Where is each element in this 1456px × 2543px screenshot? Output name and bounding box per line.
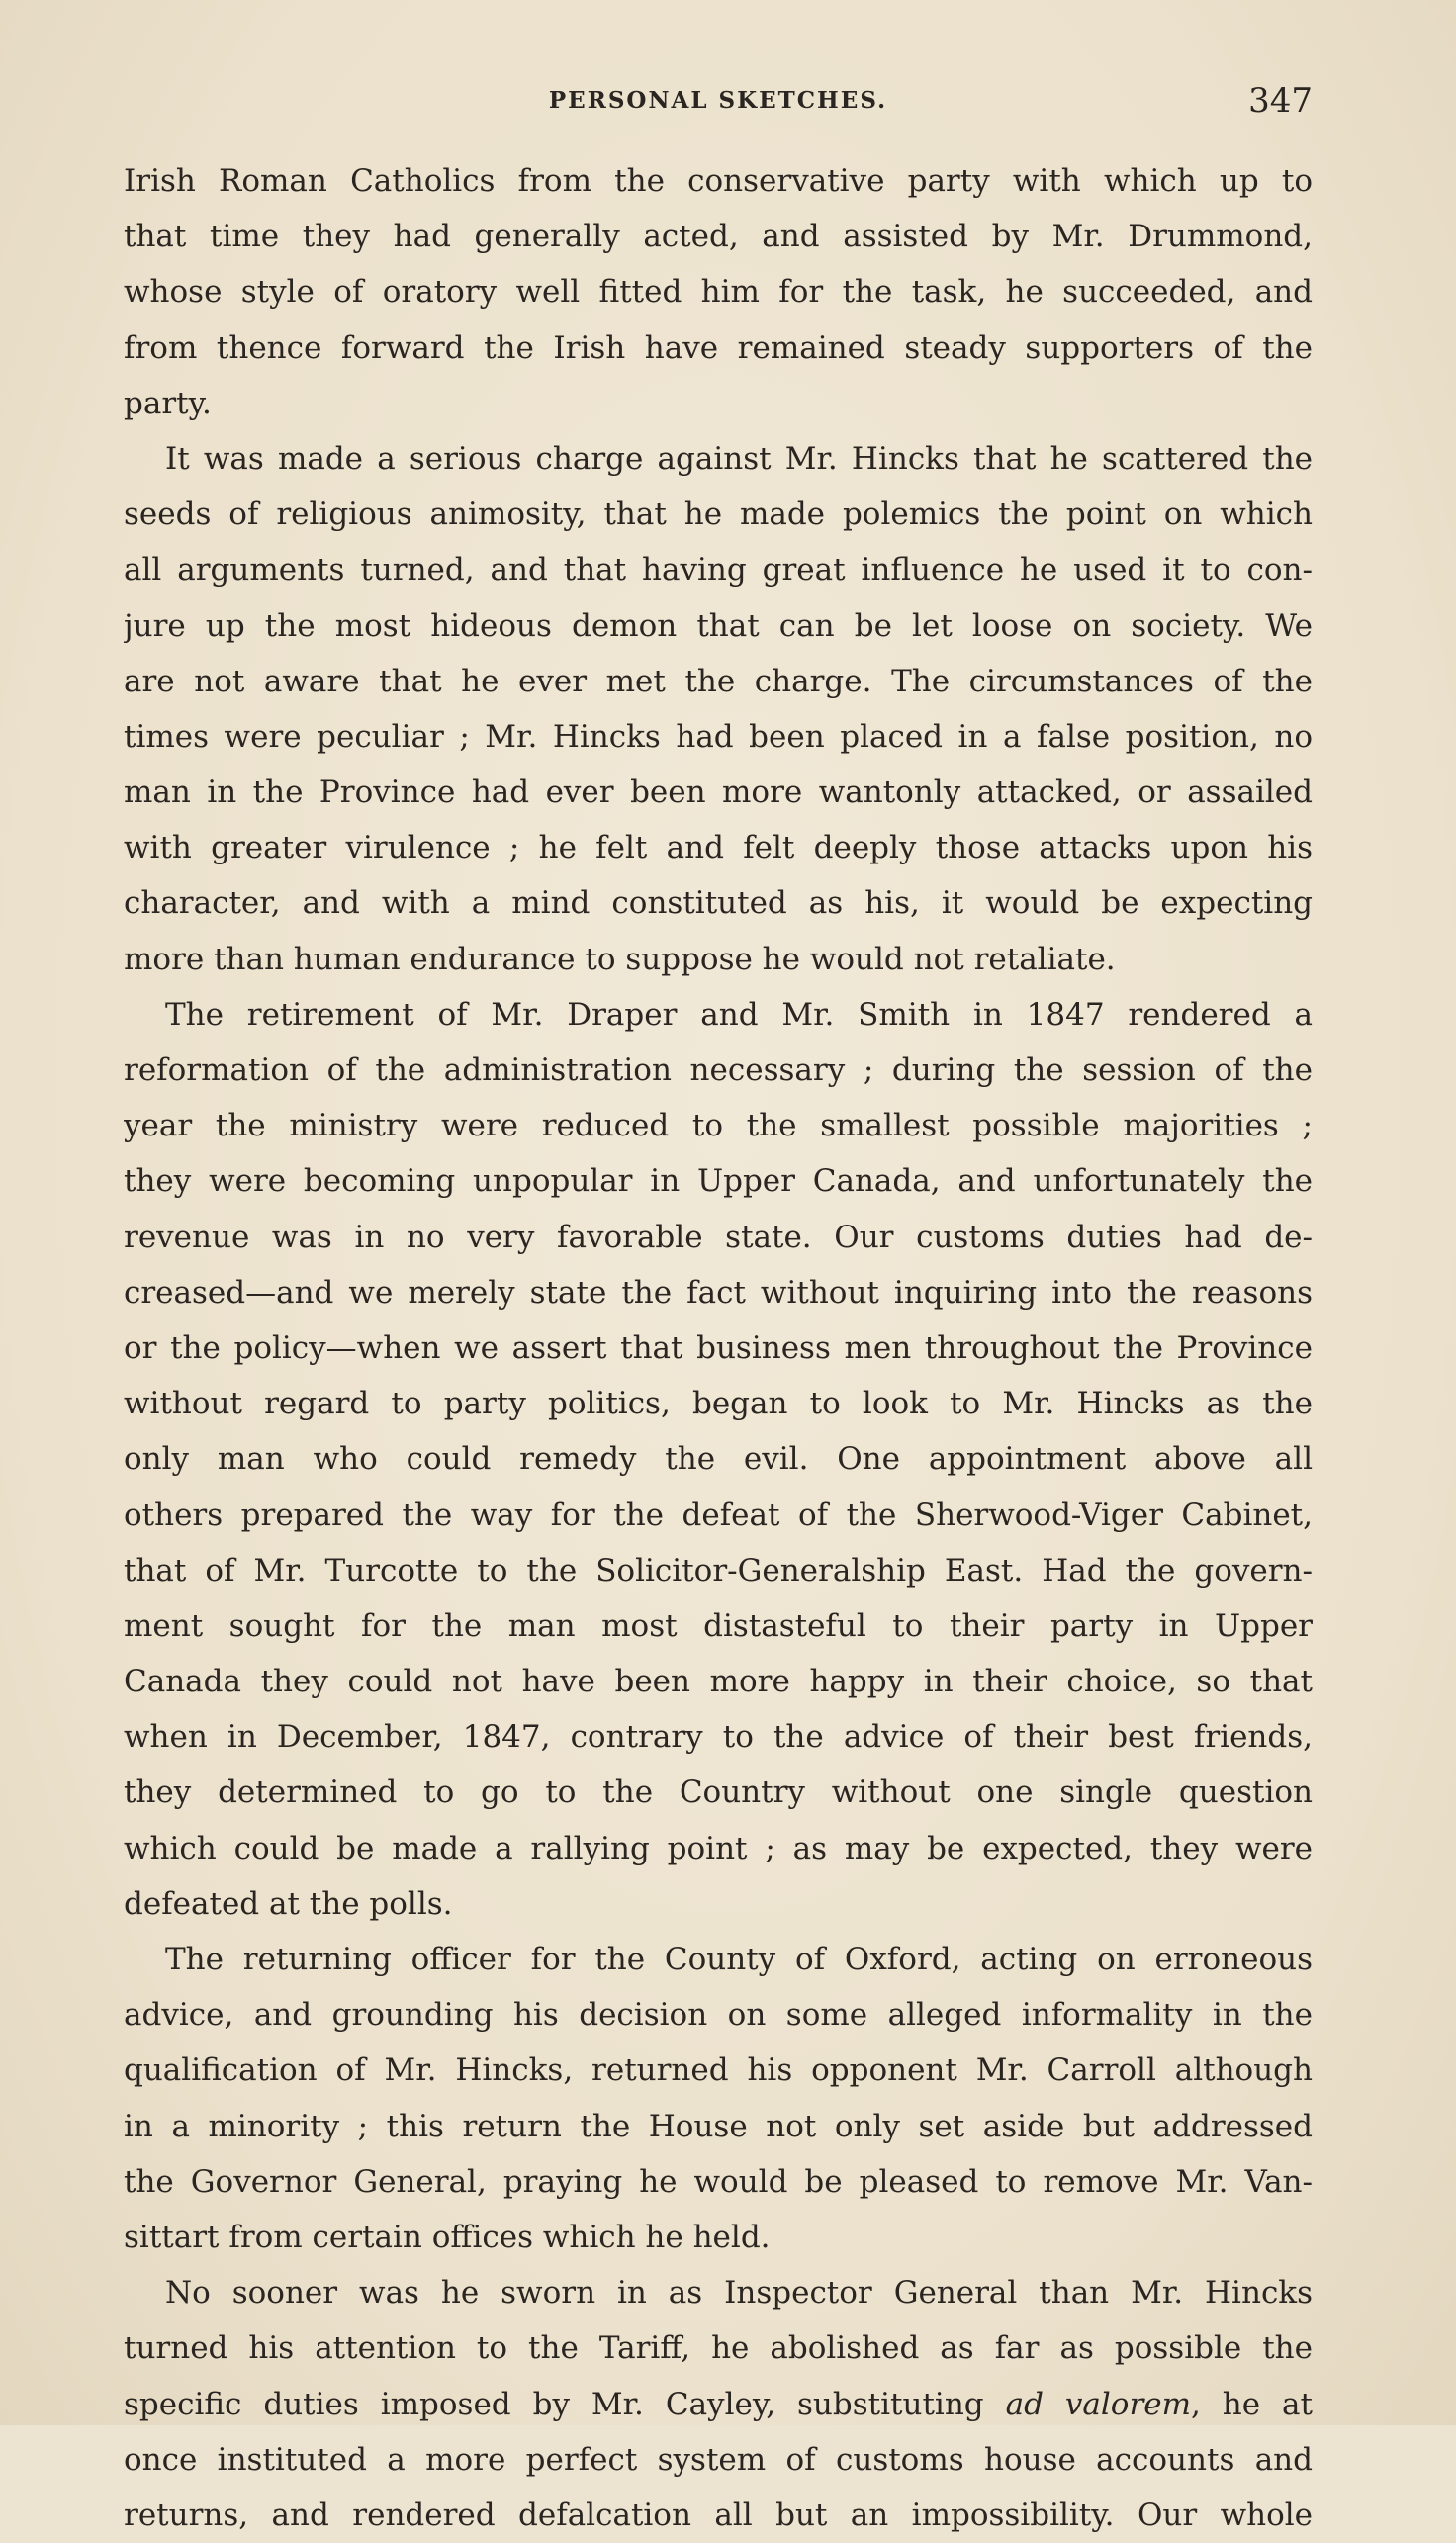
- text-line: more than human endurance to suppose he would not retaliate.: [124, 941, 1116, 977]
- text-line: character, and with a mind constituted as his, it would be expecting: [124, 885, 1313, 922]
- text-line: others prepared the way for the defeat of the Sherwood-Viger Cabinet,: [124, 1497, 1313, 1533]
- text-line: man in the Province had ever been more wantonly attacked, or assailed: [124, 774, 1313, 811]
- text-line: Irish Roman Catholics from the conservative party with which up to: [124, 163, 1313, 199]
- text-line: jure up the most hideous demon that can be let loose on society. We: [124, 607, 1313, 644]
- running-head: [124, 81, 1313, 127]
- text-line: they were becoming unpopular in Upper Canada, and unfortunately the: [124, 1163, 1313, 1200]
- text-line: from thence forward the Irish have remained steady supporters of the: [124, 329, 1313, 366]
- text-line: advice, and grounding his decision on some alleged informality in the: [124, 1997, 1313, 2034]
- text-line: all arguments turned, and that having great influence he used it to con-: [124, 552, 1313, 589]
- text-line: when in December, 1847, contrary to the advice of their best friends,: [124, 1719, 1313, 1756]
- text-line: No sooner was he sworn in as Inspector General than Mr. Hincks: [165, 2275, 1313, 2312]
- text-line: Canada they could not have been more happy in their choice, so that: [124, 1664, 1313, 1700]
- text-line: sittart from certain offices which he held.: [124, 2219, 771, 2255]
- text-segment: specific duties imposed by Mr. Cayley, substituting: [124, 2386, 984, 2422]
- text-line: creased—and we merely state the fact without inquiring into the reasons: [124, 1274, 1313, 1311]
- text-line: once instituted a more perfect system of customs house accounts and: [124, 2441, 1313, 2478]
- text-line: or the policy—when we assert that business men throughout the Province: [124, 1329, 1313, 1366]
- text-line: without regard to party politics, began to look to Mr. Hincks as the: [124, 1386, 1313, 1422]
- page-number: 347: [1248, 81, 1313, 121]
- text-line: defeated at the polls.: [124, 1885, 453, 1922]
- text-line-with-italic: [124, 2377, 1313, 2432]
- text-line: The returning officer for the County of Oxford, acting on erroneous: [165, 1942, 1313, 1977]
- text-line: are not aware that he ever met the charge. The circumstances of the: [124, 663, 1313, 699]
- text-line: returns, and rendered defalcation all but an impossibility. Our whole: [124, 2497, 1313, 2533]
- text-segment: , he at: [1191, 2386, 1313, 2422]
- text-line: seeds of religious animosity, that he made polemics the point on which: [124, 497, 1313, 533]
- text-line: that of Mr. Turcotte to the Solicitor-Generalship East. Had the govern-: [124, 1552, 1313, 1589]
- text-line: qualification of Mr. Hincks, returned his opponent Mr. Carroll although: [124, 2052, 1313, 2089]
- text-line: The retirement of Mr. Draper and Mr. Smith in 1847 rendered a: [165, 996, 1313, 1033]
- running-title: PERSONAL SKETCHES.: [548, 87, 888, 114]
- text-line: that time they had generally acted, and assisted by Mr. Drummond,: [124, 219, 1313, 255]
- text-line: turned his attention to the Tariff, he abolished as far as possible the: [124, 2330, 1313, 2367]
- text-line: reformation of the administration necessary ; during the session of the: [124, 1052, 1313, 1088]
- text-line: whose style of oratory well fitted him for the task, he succeeded, and: [124, 274, 1313, 311]
- text-line: party.: [124, 385, 212, 421]
- italic-phrase: ad valorem: [1005, 2386, 1191, 2422]
- text-line: It was made a serious charge against Mr. Hincks that he scattered the: [165, 440, 1313, 477]
- text-line: with greater virulence ; he felt and felt deeply those attacks upon his: [124, 830, 1313, 866]
- text-line: only man who could remedy the evil. One appointment above all: [124, 1441, 1313, 1478]
- text-line: the Governor General, praying he would be pleased to remove Mr. Van-: [124, 2163, 1313, 2200]
- body-text: [124, 153, 1313, 2543]
- text-line: ment sought for the man most distasteful to their party in Upper: [124, 1607, 1313, 1644]
- text-line: revenue was in no very favorable state. Our customs duties had de-: [124, 1219, 1313, 1255]
- text-line: they determined to go to the Country without one single question: [124, 1774, 1313, 1811]
- text-line: year the ministry were reduced to the smallest possible majorities ;: [124, 1108, 1313, 1144]
- text-line: times were peculiar ; Mr. Hincks had been placed in a false position, no: [124, 718, 1313, 755]
- text-line: which could be made a rallying point ; as may be expected, they were: [124, 1830, 1313, 1866]
- text-line: in a minority ; this return the House not only set aside but addressed: [124, 2108, 1313, 2144]
